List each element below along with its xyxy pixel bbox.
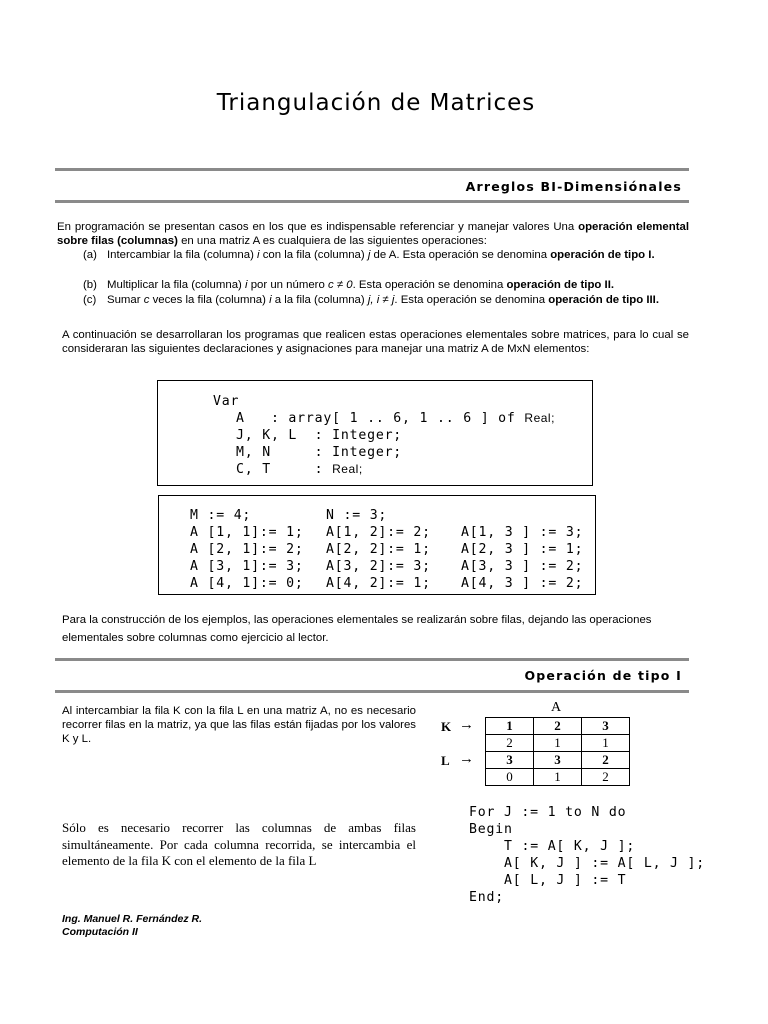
code-cell: A [4, 1]:= 0; [190, 576, 304, 591]
list-item-c: (c) Sumar c veces la fila (columna) i a la fila (columna) j, i ≠ j. Esta operación se denomina operación de tipo III. [83, 294, 659, 306]
code-cell: A[2, 3 ] := 1; [461, 542, 584, 557]
row-l-arrow-icon: → [459, 750, 474, 767]
matrix-cell: 3 [534, 752, 582, 769]
matrix-row [486, 735, 630, 752]
matrix-cell: 2 [582, 769, 630, 786]
page-title: Triangulación de Matrices [216, 90, 536, 116]
row-k-label: K [441, 719, 452, 734]
footer-author: Ing. Manuel R. Fernández R. [62, 913, 203, 925]
matrix-row [486, 718, 630, 735]
code-cell: A[1, 2]:= 2; [326, 525, 431, 540]
matrix-row [486, 769, 630, 786]
section-heading-arreglos: Arreglos BI-Dimensiónales [465, 179, 682, 194]
code-line: T := A[ K, J ]; [504, 839, 636, 854]
intro-paragraph: En programación se presentan casos en los que es indispensable referenciar y manejar valores Una operación elemental sobre filas (columnas) en una matriz A es cualquiera de las siguientes operaciones: [57, 221, 689, 247]
matrix-cell: 2 [582, 752, 630, 769]
code-cell: N := 3; [326, 508, 388, 523]
swap-rows-paragraph: Al intercambiar la fila K con la fila L en una matriz A, no es necesario recorrer filas en la matriz, ya que las filas están fijadas por los valores K y L. [62, 705, 416, 745]
matrix-cell: 2 [534, 718, 582, 735]
code-cell: A[4, 3 ] := 2; [461, 576, 584, 591]
code-line: A[ L, J ] := T [504, 873, 627, 888]
construction-paragraph: Para la construcción de los ejemplos, las operaciones elementales se realizarán sobre filas, dejando las operaciones elementales sobre columnas como ejercicio al lector. [62, 614, 652, 644]
list-item-a: (a) Intercambiar la fila (columna) i con la fila (columna) j de A. Esta operación se denomina operación de tipo I. [83, 249, 655, 261]
code-line: End; [469, 890, 504, 905]
row-l-label: L [441, 753, 450, 768]
code-cell: A[4, 2]:= 1; [326, 576, 431, 591]
code-cell: A [3, 1]:= 3; [190, 559, 304, 574]
code-line: C, T : Real; [236, 462, 363, 477]
matrix-cell: 0 [486, 769, 534, 786]
matrix-cell: 3 [486, 752, 534, 769]
list-item-b: (b) Multiplicar la fila (columna) i por un número c ≠ 0. Esta operación se denomina operación de tipo II. [83, 279, 615, 291]
matrix-cell: 1 [582, 735, 630, 752]
code-line: Begin [469, 822, 513, 837]
row-k-arrow-icon: → [459, 716, 474, 733]
section-rule-bottom [55, 690, 689, 693]
code-cell: M := 4; [190, 508, 252, 523]
assignments-code-box [158, 495, 596, 595]
section-rule-top [55, 168, 689, 171]
matrix-cell: 1 [486, 718, 534, 735]
matrix-table [485, 717, 630, 786]
code-cell: A [2, 1]:= 2; [190, 542, 304, 557]
matrix-cell: 2 [486, 735, 534, 752]
code-cell: A[3, 2]:= 3; [326, 559, 431, 574]
section-rule-bottom [55, 200, 689, 203]
code-line: A[ K, J ] := A[ L, J ]; [504, 856, 706, 871]
code-line: For J := 1 to N do [469, 805, 627, 820]
code-line: M, N : Integer; [236, 445, 403, 460]
matrix-cell: 3 [582, 718, 630, 735]
code-cell: A[1, 3 ] := 3; [461, 525, 584, 540]
declarations-paragraph: A continuación se desarrollaran los programas que realicen estas operaciones elementales sobre matrices, para lo cual se consideraran las siguientes declaraciones y asignaciones para manejar una matriz A de MxN elementos: [62, 329, 689, 355]
declarations-code-box [157, 380, 593, 486]
footer-course: Computación II [62, 926, 138, 938]
matrix-row [486, 752, 630, 769]
matrix-cell: 1 [534, 769, 582, 786]
code-cell: A [1, 1]:= 1; [190, 525, 304, 540]
matrix-label: A [551, 700, 562, 715]
traverse-columns-paragraph: Sólo es necesario recorrer las columnas de ambas filas simultáneamente. Por cada columna recorrida, se intercambia el elemento de la fila K con el elemento de la fila L [62, 820, 416, 868]
code-line: J, K, L : Integer; [236, 428, 403, 443]
code-line: Var [213, 394, 240, 409]
code-cell: A[2, 2]:= 1; [326, 542, 431, 557]
section-rule-top [55, 658, 689, 661]
code-cell: A[3, 3 ] := 2; [461, 559, 584, 574]
matrix-cell: 1 [534, 735, 582, 752]
section-heading-tipo-i: Operación de tipo I [524, 668, 682, 683]
code-line: A : array[ 1 .. 6, 1 .. 6 ] of Real; [236, 411, 555, 426]
